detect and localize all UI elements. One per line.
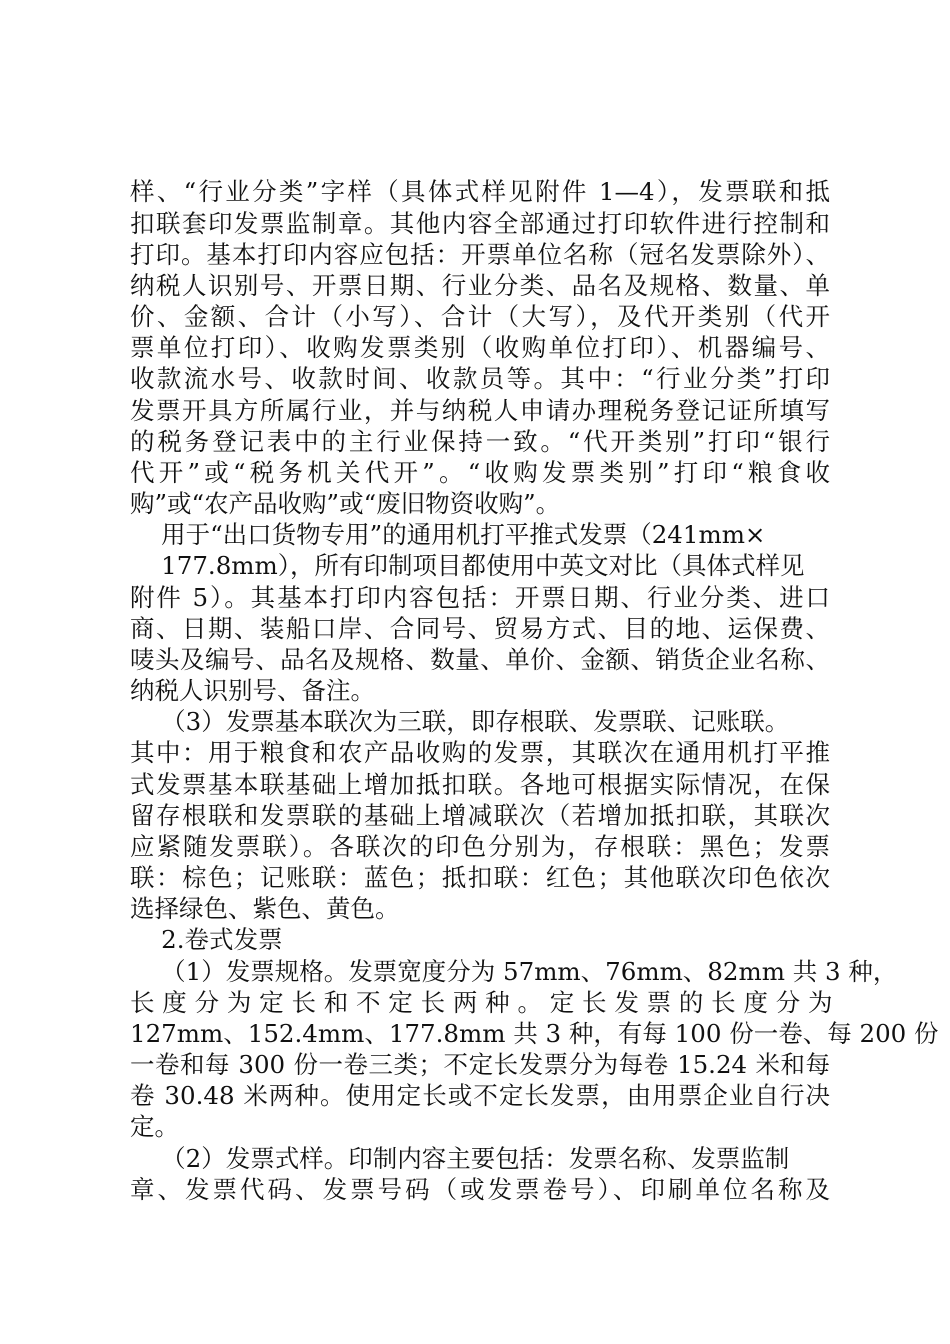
text-line: 购”或“农产品收购”或“废旧物资收购”。 [130,489,561,518]
text-line: 127mm、152.4mm、177.8mm 共 3 种，有每 100 份一卷、每 200 份 [130,1019,939,1048]
text-line: 代开”或“税务机关代开”。“收购发票类别”打印“粮食收 [130,458,830,487]
text-line: 的税务登记表中的主行业保持一致。“代开类别”打印“银行 [130,427,830,456]
text-line: （1）发票规格。发票宽度分为 57mm、76mm、82mm 共 3 种， [130,957,898,986]
text-line: 纳税人识别号、开票日期、行业分类、品名及规格、数量、单 [130,271,830,300]
text-line: 用于“出口货物专用”的通用机打平推式发票（241mm× [130,520,766,549]
text-line: 长 度 分 为 定 长 和 不 定 长 两 种 。 定 长 发 票 的 长 度 分 为 [130,988,833,1017]
text-line: （3）发票基本联次为三联，即存根联、发票联、记账联。 [130,707,790,736]
text-line: 留存根联和发票联的基础上增减联次（若增加抵扣联，其联次 [130,801,830,830]
text-line: 应紧随发票联）。各联次的印色分别为，存根联：黑色；发票 [130,832,830,861]
text-line: 唛头及编号、品名及规格、数量、单价、金额、销货企业名称、 [130,645,830,674]
section-heading: 2.卷式发票 [130,925,283,954]
text-line: 价、金额、合计（小写）、合计（大写），及代开类别（代开 [130,302,830,331]
text-line: 其中：用于粮食和农产品收购的发票，其联次在通用机打平推 [130,738,830,767]
text-line: 章、发票代码、发票号码（或发票卷号）、印刷单位名称及 [130,1175,830,1204]
text-line: 定。 [130,1112,179,1141]
text-line: 177.8mm），所有印制项目都使用中英文对比（具体式样见 [130,551,805,580]
text-line: 商、日期、装船口岸、合同号、贸易方式、目的地、运保费、 [130,614,830,643]
text-line: 扣联套印发票监制章。其他内容全部通过打印软件进行控制和 [130,209,830,238]
text-line: 卷 30.48 米两种。使用定长或不定长发票，由用票企业自行决 [130,1081,830,1110]
text-line: （2）发票式样。印制内容主要包括：发票名称、发票监制 [130,1144,790,1173]
text-line: 纳税人识别号、备注。 [130,676,375,705]
text-line: 选择绿色、紫色、黄色。 [130,894,400,923]
text-line: 附件 5）。其基本打印内容包括：开票日期、行业分类、进口 [130,583,830,612]
text-line: 发票开具方所属行业，并与纳税人申请办理税务登记证所填写 [130,396,830,425]
text-line: 样、“行业分类”字样（具体式样见附件 1—4），发票联和抵 [130,177,830,206]
text-line: 打印。基本打印内容应包括：开票单位名称（冠名发票除外）、 [130,240,830,269]
text-line: 式发票基本联基础上增加抵扣联。各地可根据实际情况，在保 [130,770,830,799]
text-line: 收款流水号、收款时间、收款员等。其中：“行业分类”打印 [130,364,830,393]
text-line: 联：棕色；记账联：蓝色；抵扣联：红色；其他联次印色依次 [130,863,830,892]
text-line: 票单位打印）、收购发票类别（收购单位打印）、机器编号、 [130,333,830,362]
text-line: 一卷和每 300 份一卷三类；不定长发票分为每卷 15.24 米和每 [130,1050,830,1079]
